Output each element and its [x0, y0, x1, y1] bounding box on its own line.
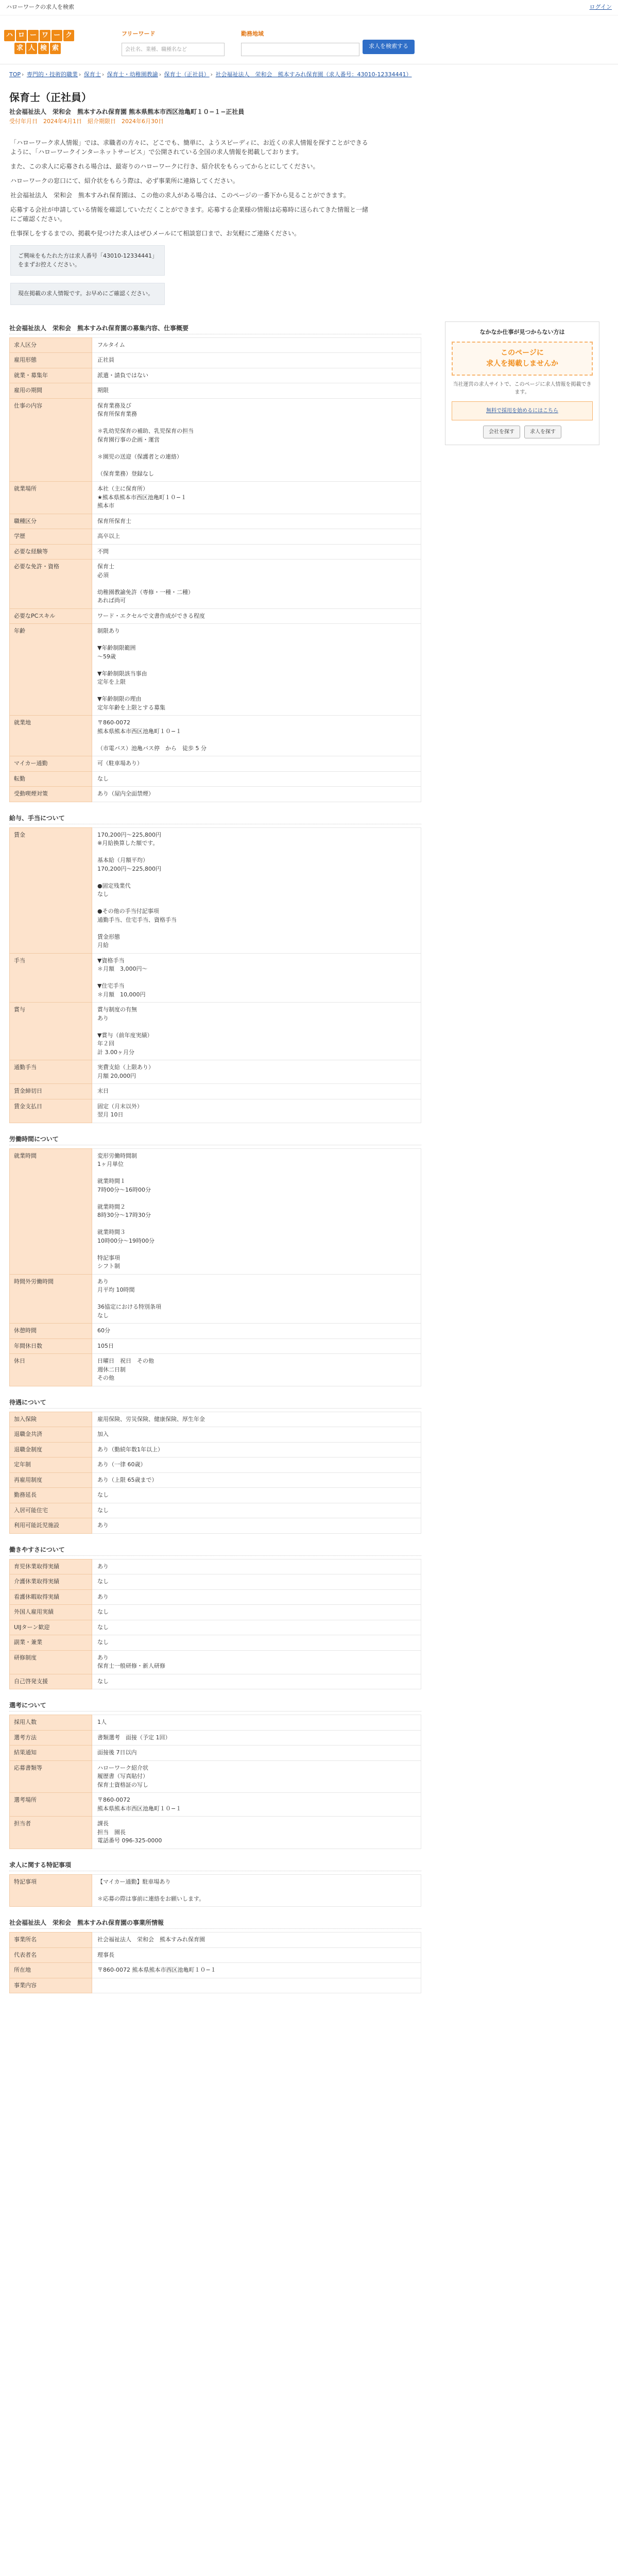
row-label: 担当者 — [10, 1817, 92, 1849]
row-value: 〒860-0072 熊本県熊本市西区池亀町１０−１ — [92, 1793, 421, 1817]
row-value: 170,200円〜225,800円 ※月給換算した額です。 基本給（月額平均） 170,200円〜225,800円 ●固定残業代 なし ●その他の手当付記事項 通勤手当、住宅手当、資格手当 賃金形態 月給 — [92, 827, 421, 953]
breadcrumb: TOP › 専門的・技術的職業 › 保育士 › 保育士・幼稚園教諭 › 保育士（正社員） › 社会福祉法人 栄和会 熊本すみれ保育園（求人番号：43010-12334441） — [9, 71, 412, 78]
table-row — [10, 337, 421, 353]
table-row — [10, 1472, 421, 1488]
table-row — [10, 1760, 421, 1793]
row-value: あり 月平均 10時間 36協定における特別条項 なし — [92, 1274, 421, 1324]
row-value: なし — [92, 1635, 421, 1651]
header — [0, 15, 618, 57]
info-table — [9, 1932, 421, 1993]
breadcrumb-link[interactable]: 保育士（正社員） — [164, 71, 210, 78]
row-label: 代表者名 — [10, 1947, 92, 1963]
section-title: 待遇について — [9, 1398, 421, 1409]
table-row — [10, 1605, 421, 1620]
row-value: 雇用保険、労災保険、健康保険、厚生年金 — [92, 1412, 421, 1427]
row-label: 休日 — [10, 1354, 92, 1386]
row-label: 利用可能託児施設 — [10, 1518, 92, 1534]
intro-paragraph: 応募する会社が申請している情報を確認していただくことができます。応募する企業様の情報は応募時に送られてきた情報と一緒にご確認ください。 — [10, 206, 369, 223]
row-value: 派遣・請負ではない — [92, 368, 421, 383]
table-row — [10, 1488, 421, 1503]
row-label: 定年制 — [10, 1458, 92, 1473]
table-row — [10, 1674, 421, 1689]
table-row — [10, 368, 421, 383]
row-label: 職種区分 — [10, 514, 92, 529]
row-label: 就業・募集年 — [10, 368, 92, 383]
breadcrumb-link[interactable]: TOP — [9, 71, 21, 78]
row-value: 不問 — [92, 544, 421, 560]
row-label: 賃金締切日 — [10, 1084, 92, 1099]
row-label: 必要な経験等 — [10, 544, 92, 560]
row-label: 事業所名 — [10, 1933, 92, 1948]
promo-title: 求人を掲載しませんか — [486, 360, 558, 368]
row-label: 年齢 — [10, 624, 92, 716]
row-value: ▼資格手当 ＊月額 3,000円〜 ▼住宅手当 ＊月額 10,000円 — [92, 953, 421, 1003]
row-label: 学歴 — [10, 529, 92, 545]
table-row — [10, 827, 421, 953]
row-label: 仕事の内容 — [10, 398, 92, 482]
intro-paragraph: 「ハローワーク求人情報」では、求職者の方々に、どこでも、簡単に、ようスピーディに、お近くの求人情報を探すことができるように、「ハローワークインターネットサービス」で公開されている全国の求人情報を掲載しております。 — [10, 139, 368, 156]
table-row — [10, 1518, 421, 1534]
section-title: 給与、手当について — [9, 814, 421, 824]
table-row — [10, 1324, 421, 1339]
row-value: なし — [92, 1620, 421, 1635]
table-row — [10, 1099, 421, 1123]
row-label: 必要な免許・資格 — [10, 560, 92, 609]
sidebar-buttons — [452, 426, 593, 438]
table-row — [10, 1003, 421, 1060]
row-value: 社会福祉法人 栄和会 熊本すみれ保育園 — [92, 1933, 421, 1948]
row-value: あり — [92, 1589, 421, 1605]
promo-title: このページに — [501, 349, 544, 357]
row-label: 自己啓発支援 — [10, 1674, 92, 1689]
table-row — [10, 1354, 421, 1386]
logo-row-2: 求 人 検 索 — [14, 43, 92, 54]
row-value: なし — [92, 1674, 421, 1689]
row-value: 高卒以上 — [92, 529, 421, 545]
table-row — [10, 1650, 421, 1674]
freeword-field — [122, 30, 225, 56]
row-value: 末日 — [92, 1084, 421, 1099]
row-value: 保育業務及び 保育所保育業務 ＊乳幼児保育の補助、乳児保育の担当 保育園行事の企画・運営 ＊園児の送迎（保護者との連絡） （保育業務）登録なし — [92, 398, 421, 482]
row-value: ハローワーク紹介状 履歴書（写真貼付） 保育士資格証の写し — [92, 1760, 421, 1793]
table-row — [10, 1274, 421, 1324]
row-label: 雇用形態 — [10, 353, 92, 368]
row-value: 可（駐車場あり） — [92, 756, 421, 772]
row-value: 制限あり ▼年齢制限範囲 ～59歳 ▼年齢制限該当事由 定年を上限 ▼年齢制限の理由 定年年齢を上限とする募集 — [92, 624, 421, 716]
row-label: 応募書類等 — [10, 1760, 92, 1793]
row-value: 保育士 必須 幼稚園教諭免許（専修・一種・二種） あれば尚可 — [92, 560, 421, 609]
sidebar-text: 当社運営の求人サイトで、このページに求人情報を掲載できます。 — [453, 382, 592, 395]
page-title: 保育士（正社員） — [9, 91, 92, 104]
row-value: あり（上限 65歳まで） — [92, 1472, 421, 1488]
section-title: 社会福祉法人 栄和会 熊本すみれ保育園の募集内容、仕事概要 — [9, 324, 421, 334]
section-title: 選考について — [9, 1701, 421, 1711]
info-table — [9, 1559, 421, 1690]
row-label: 介護休業取得実績 — [10, 1574, 92, 1590]
location-label: 勤務地域 — [241, 30, 264, 37]
row-value: 60分 — [92, 1324, 421, 1339]
find-job-button[interactable]: 求人を探す — [524, 426, 561, 438]
row-value: あり（一律 60歳） — [92, 1458, 421, 1473]
row-value: あり（勤続年数1年以上） — [92, 1442, 421, 1458]
table-row — [10, 353, 421, 368]
row-label: 就業時間 — [10, 1148, 92, 1274]
company-name: 社会福祉法人 栄和会 熊本すみれ保育園 熊本県熊本市西区池亀町１０−１−正社員 — [9, 108, 245, 115]
table-row — [10, 1947, 421, 1963]
table-row — [10, 1084, 421, 1099]
row-value: 正社員 — [92, 353, 421, 368]
row-label: 退職金共済 — [10, 1427, 92, 1443]
table-row — [10, 1635, 421, 1651]
table-row — [10, 1933, 421, 1948]
table-row — [10, 1427, 421, 1443]
breadcrumb-link[interactable]: 保育士 — [83, 71, 101, 78]
row-label: 受動喫煙対策 — [10, 787, 92, 802]
row-label: 育児休業取得実績 — [10, 1559, 92, 1574]
find-company-button[interactable]: 会社を探す — [483, 426, 520, 438]
info-table — [9, 337, 421, 802]
info-table — [9, 1148, 421, 1386]
row-label: 事業内容 — [10, 1978, 92, 1993]
row-value: 【マイカー通勤】駐車場あり ＊応募の際は事前に連絡をお願いします。 — [92, 1874, 421, 1907]
table-row — [10, 771, 421, 787]
row-label: 勤務延長 — [10, 1488, 92, 1503]
table-row — [10, 1060, 421, 1084]
row-label: 看護休暇取得実績 — [10, 1589, 92, 1605]
table-row — [10, 787, 421, 802]
row-label: 時間外労働時間 — [10, 1274, 92, 1324]
row-label: 再雇用制度 — [10, 1472, 92, 1488]
table-row — [10, 1874, 421, 1907]
table-row — [10, 1559, 421, 1574]
spacer — [0, 1993, 618, 2302]
table-row — [10, 544, 421, 560]
row-label: 通勤手当 — [10, 1060, 92, 1084]
sidebar-link[interactable]: 無料で採用を始めるにはこちら — [486, 408, 558, 414]
main-column — [9, 312, 421, 1994]
site-logo[interactable] — [4, 30, 92, 55]
row-value: 〒860-0072 熊本県熊本市西区池亀町１０−１ — [92, 1963, 421, 1978]
row-label: 賞与 — [10, 1003, 92, 1060]
row-value: 1人 — [92, 1715, 421, 1731]
sidebar-ad-box — [445, 321, 599, 446]
row-label: 就業地 — [10, 716, 92, 756]
row-value: あり — [92, 1518, 421, 1534]
top-bar — [0, 0, 618, 15]
row-value: 固定（月末以外） 翌月 10日 — [92, 1099, 421, 1123]
row-value: 理事長 — [92, 1947, 421, 1963]
sidebar-heading: なかなか仕事が見つからない方は — [479, 328, 565, 335]
job-meta: 受付年月日 2024年4月1日 紹介期限日 2024年6月30日 — [9, 117, 164, 125]
row-value: 賞与制度の有無 あり ▼賞与（前年度実績） 年２回 計 3.00ヶ月分 — [92, 1003, 421, 1060]
location-select[interactable] — [241, 43, 359, 56]
location-field — [241, 30, 359, 56]
row-label: UIJターン歓迎 — [10, 1620, 92, 1635]
breadcrumb-link[interactable]: 保育士・幼稚園教諭 — [107, 71, 158, 78]
row-value: なし — [92, 1503, 421, 1518]
table-row — [10, 1730, 421, 1745]
row-label: 賃金 — [10, 827, 92, 953]
row-value: 本社（主に保育所） ★熊本県熊本市西区池亀町１０−１ 熊本市 — [92, 482, 421, 514]
table-row — [10, 1715, 421, 1731]
table-row — [10, 560, 421, 609]
sidebar-promo — [452, 342, 593, 376]
breadcrumb-link[interactable]: 専門的・技術的職業 — [26, 71, 78, 78]
row-value — [92, 1978, 421, 1993]
site-name: ハローワークの求人を検索 — [6, 4, 74, 11]
notice-box: ご興味をもたれた方は求人番号「43010-12334441」をまずお控えください。 — [10, 245, 165, 276]
row-value: 日曜日 祝日 その他 週休二日制 その他 — [92, 1354, 421, 1386]
freeword-input[interactable]: 会社名、業種、職種名など — [122, 43, 225, 56]
row-value: 面接後 7日以内 — [92, 1745, 421, 1761]
row-label: 入居可能住宅 — [10, 1503, 92, 1518]
search-button[interactable]: 求人を検索する — [363, 40, 415, 54]
table-row — [10, 1978, 421, 1993]
row-label: 雇用の期間 — [10, 383, 92, 399]
section-title: 労働時間について — [9, 1134, 421, 1145]
row-value: 書類選考 面接（予定 1回） — [92, 1730, 421, 1745]
row-label: 研修制度 — [10, 1650, 92, 1674]
row-value: フルタイム — [92, 337, 421, 353]
row-value: 実費支給（上限あり） 月額 20,000円 — [92, 1060, 421, 1084]
intro-paragraph: 仕事探しをするまでの、掲載や見つけた求人はぜひメールにて相談窓口まで、お気軽にご連絡ください。 — [10, 230, 301, 237]
table-row — [10, 953, 421, 1003]
row-label: 外国人雇用実績 — [10, 1605, 92, 1620]
table-row — [10, 1620, 421, 1635]
row-label: 手当 — [10, 953, 92, 1003]
intro-paragraph: また、この求人に応募される場合は、最寄りのハローワークに行き、紹介状をもらってからとにしてください。 — [10, 163, 319, 170]
freeword-label: フリーワード — [122, 30, 156, 37]
row-label: マイカー通勤 — [10, 756, 92, 772]
info-table — [9, 1412, 421, 1534]
table-row — [10, 624, 421, 716]
section-title: 社会福祉法人 栄和会 熊本すみれ保育園の事業所情報 — [9, 1918, 421, 1929]
login-link[interactable]: ログイン — [589, 4, 612, 11]
row-value: ワード・エクセルで文書作成ができる程度 — [92, 608, 421, 624]
table-row — [10, 1963, 421, 1978]
row-label: 特記事項 — [10, 1874, 92, 1907]
table-row — [10, 1793, 421, 1817]
sidebar — [445, 321, 599, 1994]
row-value: あり 保育士一般研修・新人研修 — [92, 1650, 421, 1674]
row-value: あり（屋内全面禁煙） — [92, 787, 421, 802]
table-row — [10, 398, 421, 482]
table-row — [10, 1574, 421, 1590]
job-title-area — [0, 83, 618, 126]
row-label: 退職金制度 — [10, 1442, 92, 1458]
intro-paragraph: 社会福祉法人 栄和会 熊本すみれ保育園は、この他の求人がある場合は、このページの一番下から見ることができます。 — [10, 192, 350, 199]
row-value: 変形労働時間制 1ヶ月単位 就業時間１ 7時00分〜16時00分 就業時間２ 8時30分〜17時30分 就業時間３ 10時00分〜19時00分 特記事項 シフト制 — [92, 1148, 421, 1274]
table-row — [10, 1338, 421, 1354]
row-value: 期限 — [92, 383, 421, 399]
table-row — [10, 1458, 421, 1473]
row-value: 加入 — [92, 1427, 421, 1443]
table-row — [10, 1442, 421, 1458]
row-value: なし — [92, 1488, 421, 1503]
row-value: なし — [92, 1574, 421, 1590]
table-row — [10, 514, 421, 529]
row-value: 〒860-0072 熊本県熊本市西区池亀町１０−１ （市電バス）池亀バス停 から 徒歩 5 分 — [92, 716, 421, 756]
row-label: 所在地 — [10, 1963, 92, 1978]
intro-text — [0, 126, 381, 305]
row-label: 賃金支払日 — [10, 1099, 92, 1123]
logo-row-1: ハ ロ ー ワ ー ク — [4, 30, 92, 41]
row-value: 105日 — [92, 1338, 421, 1354]
info-table — [9, 827, 421, 1123]
table-row — [10, 716, 421, 756]
row-label: 副業・兼業 — [10, 1635, 92, 1651]
row-value: あり — [92, 1559, 421, 1574]
table-row — [10, 482, 421, 514]
row-label: 年間休日数 — [10, 1338, 92, 1354]
row-label: 選考場所 — [10, 1793, 92, 1817]
breadcrumb-current[interactable]: 社会福祉法人 栄和会 熊本すみれ保育園（求人番号：43010-12334441） — [215, 71, 412, 78]
row-label: 結果通知 — [10, 1745, 92, 1761]
row-label: 加入保険 — [10, 1412, 92, 1427]
row-value: なし — [92, 771, 421, 787]
row-label: 選考方法 — [10, 1730, 92, 1745]
row-value: 保育所保育士 — [92, 514, 421, 529]
table-row — [10, 1148, 421, 1274]
table-row — [10, 529, 421, 545]
row-label: 転勤 — [10, 771, 92, 787]
notice-box: 現在掲載の求人情報です。お早めにご確認ください。 — [10, 283, 165, 305]
table-row — [10, 1412, 421, 1427]
row-label: 求人区分 — [10, 337, 92, 353]
row-label: 必要なPCスキル — [10, 608, 92, 624]
section-title: 働きやすさについて — [9, 1545, 421, 1556]
row-value: 課長 担当 園長 電話番号 096-325-0000 — [92, 1817, 421, 1849]
table-row — [10, 383, 421, 399]
row-label: 採用人数 — [10, 1715, 92, 1731]
table-row — [10, 1589, 421, 1605]
table-row — [10, 756, 421, 772]
section-title: 求人に関する特記事項 — [9, 1860, 421, 1871]
table-row — [10, 1745, 421, 1761]
sidebar-link-box — [452, 401, 593, 420]
row-label: 休憩時間 — [10, 1324, 92, 1339]
table-row — [10, 1817, 421, 1849]
table-row — [10, 1503, 421, 1518]
table-row — [10, 608, 421, 624]
info-table — [9, 1874, 421, 1907]
info-table — [9, 1715, 421, 1849]
row-label: 就業場所 — [10, 482, 92, 514]
row-value: なし — [92, 1605, 421, 1620]
content — [0, 312, 618, 1994]
intro-paragraph: ハローワークの窓口にて、紹介状をもらう際は、必ず事業所に連絡してください。 — [10, 177, 239, 184]
